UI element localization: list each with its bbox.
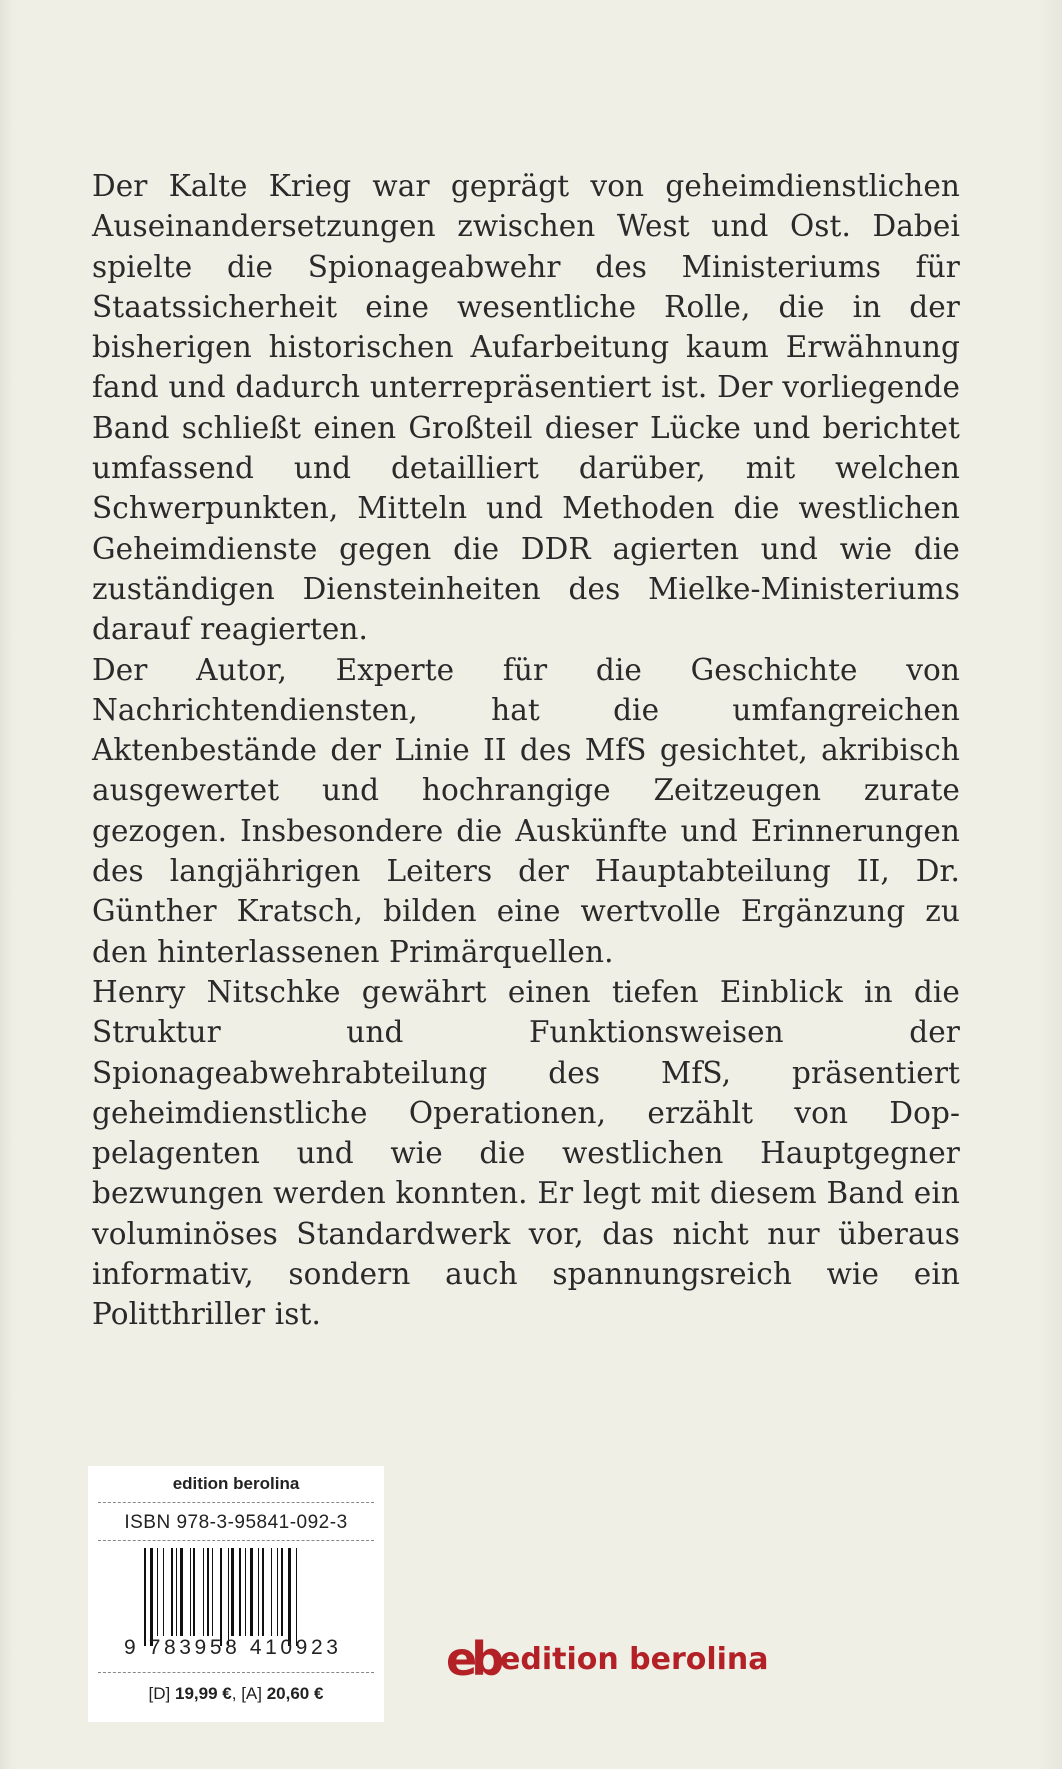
price-separator: , bbox=[231, 1684, 242, 1703]
blurb-paragraph-2: Der Autor, Experte für die Geschichte von Nachrichtendiensten, hat die umfangreichen Aktenbestände der Linie II des MfS gesichtet, akribisch ausgewertet und hochrangige Zeitzeugen zurate gezogen. Insbesondere die Auskünfte und Erinnerungen des langjährigen Leiters der Hauptabteilung II, Dr. Günther Kratsch, bilden eine wertvolle Ergänzung zu den hinterlassenen Primärquellen. bbox=[92, 652, 960, 969]
price-line bbox=[88, 1684, 384, 1704]
label-divider bbox=[98, 1502, 374, 1503]
barcode-bar bbox=[150, 1548, 153, 1646]
barcode-bar bbox=[144, 1548, 146, 1646]
barcode-bar bbox=[231, 1548, 234, 1636]
barcode-bar bbox=[176, 1548, 177, 1636]
barcode-bar bbox=[262, 1548, 264, 1636]
price-de: 19,99 € bbox=[175, 1684, 232, 1703]
barcode-digits: 9 783958 410923 bbox=[124, 1636, 342, 1659]
barcode-bar bbox=[203, 1548, 204, 1636]
barcode-bar bbox=[163, 1548, 164, 1636]
blurb-paragraph-1: Der Kalte Krieg war geprägt von geheimdienstlichen Auseinandersetzungen zwischen West und Ost. Dabei spielte die Spionageabwehr des Ministeriums für Staatssicherheit eine wesentliche Rolle, die in der bisherigen historischen Aufarbeitung kaum Erwähnung fand und dadurch unterrepräsentiert ist. Der vorliegende Band schließt einen Großteil dieser Lücke und berichtet umfassend und detailliert darüber, mit welchen Schwerpunkten, Mitteln und Methoden die westlichen Geheimdienste gegen die DDR agierten und wie die zuständigen Diensteinheiten des Mielke-Ministeriums darauf reagierten. bbox=[92, 169, 960, 647]
publisher-logo bbox=[446, 1632, 769, 1702]
price-at-prefix: [A] bbox=[241, 1684, 267, 1703]
eb-logo-mark: eb bbox=[446, 1632, 499, 1686]
barcode-bar bbox=[171, 1548, 173, 1636]
barcode-bar bbox=[296, 1548, 297, 1646]
barcode bbox=[144, 1548, 334, 1646]
isbn-number: ISBN 978-3-95841-092-3 bbox=[124, 1512, 348, 1533]
barcode-bar bbox=[228, 1548, 229, 1646]
barcode-bar bbox=[193, 1548, 195, 1636]
barcode-bar bbox=[157, 1548, 158, 1636]
barcode-bar bbox=[271, 1548, 272, 1636]
isbn-label bbox=[88, 1466, 384, 1722]
blurb-paragraph-3: Henry Nitschke gewährt einen tiefen Einblick in die Struktur und Funktionsweisen der Spionageabwehrabteilung des MfS, präsentiert geheimdienstliche Operationen, erzählt von Doppelagenten und wie die westlichen Hauptgegner bezwungen werden konnten. Er legt mit diesem Band ein voluminöses Standardwerk vor, das nicht nur überaus informativ, sondern auch spannungsreich wie ein Politthriller ist. bbox=[92, 974, 960, 1332]
barcode-bar bbox=[258, 1548, 259, 1636]
barcode-bar bbox=[245, 1548, 246, 1636]
barcode-bar bbox=[212, 1548, 213, 1636]
barcode-bar bbox=[180, 1548, 183, 1636]
label-divider bbox=[98, 1672, 374, 1673]
publisher-logo-name: edition berolina bbox=[500, 1642, 769, 1677]
barcode-bar bbox=[281, 1548, 283, 1636]
blurb-text bbox=[92, 166, 960, 1335]
barcode-bar bbox=[277, 1548, 278, 1636]
price-de-prefix: [D] bbox=[148, 1684, 175, 1703]
barcode-bar bbox=[190, 1548, 191, 1636]
label-divider bbox=[98, 1540, 374, 1541]
label-publisher: edition berolina bbox=[172, 1474, 300, 1493]
barcode-bar bbox=[250, 1548, 253, 1636]
barcode-bar bbox=[220, 1548, 222, 1646]
barcode-bar bbox=[288, 1548, 291, 1646]
price-at: 20,60 € bbox=[266, 1684, 324, 1703]
barcode-bar bbox=[239, 1548, 241, 1636]
barcode-bar bbox=[207, 1548, 209, 1636]
